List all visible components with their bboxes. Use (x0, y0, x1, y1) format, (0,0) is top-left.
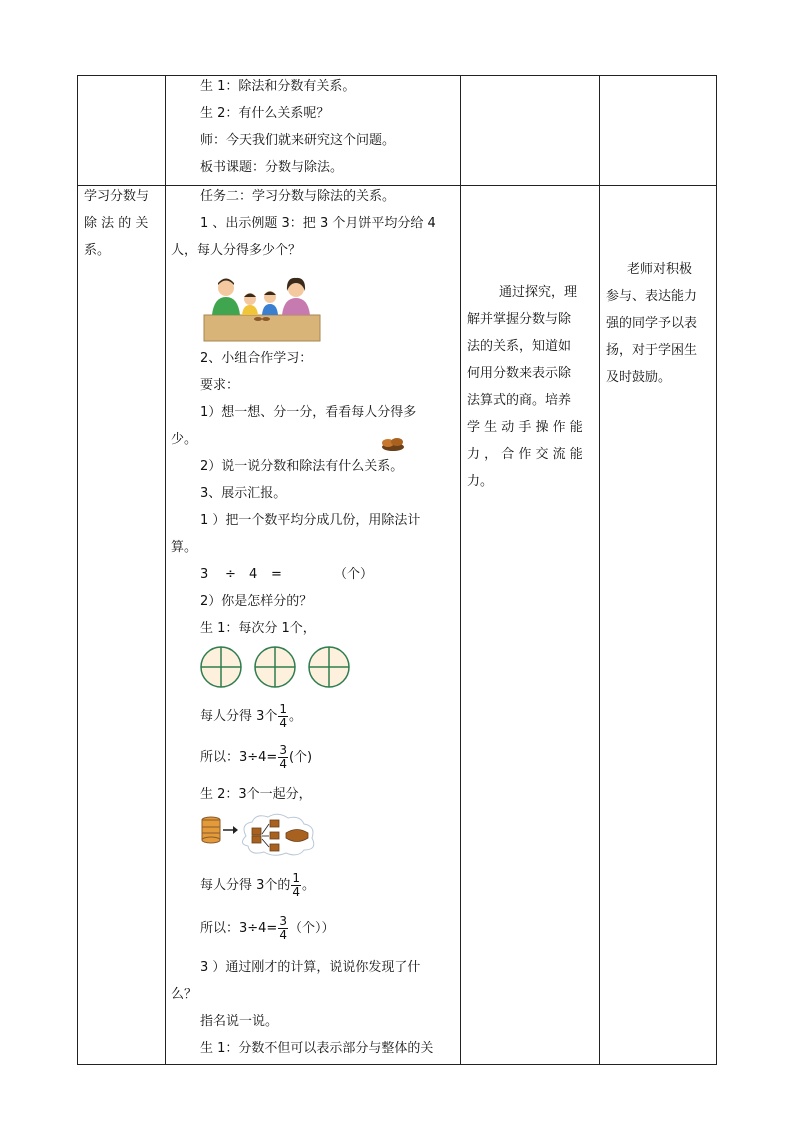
example-line-1: 1 、出示例题 3：把 3 个月饼平均分给 4 (200, 216, 436, 231)
group-title: 2、小组合作学习： (200, 351, 313, 366)
s2-line: 生 2：3个一起分， (200, 787, 312, 802)
equation-3: 3 (200, 567, 209, 582)
col-divider-3 (599, 75, 600, 1065)
intent-line-1: 通过探究，理 (499, 285, 578, 300)
intent-line-2: 解并掌握分数与除 (467, 312, 572, 327)
equation-4: 4 (249, 567, 258, 582)
cloud-icon (242, 814, 313, 855)
eval-line-3: 强的同学予以表 (606, 316, 698, 331)
s2-so-unit: （个）） (288, 921, 335, 936)
s1-so-text: 所以：3÷4= (200, 750, 278, 765)
topic-line-2: 除 法 的 关 (84, 216, 149, 231)
col-divider-1 (165, 75, 166, 1065)
found-line-1: 3 ）通过刚才的计算，说说你发现了什 (200, 960, 421, 975)
quartered-circle-2 (255, 647, 295, 687)
report-title: 3、展示汇报。 (200, 486, 287, 501)
col-divider-2 (460, 75, 461, 1065)
require-title: 要求： (200, 378, 240, 393)
req1-line-2: 少。 (171, 432, 198, 447)
fraction-three-quarters (278, 915, 288, 942)
table-border-top (77, 75, 717, 76)
report1-line-2: 算。 (171, 540, 198, 555)
how-title: 2）你是怎样分的？ (200, 594, 313, 609)
intent-line-7: 力 ， 合 作 交 流 能 (467, 447, 583, 462)
s1-each-text: 每人分得 3个 (200, 709, 278, 724)
s1-each-suffix: 。 (289, 709, 303, 724)
fraction-denominator: 4 (279, 716, 288, 730)
equation-unit: （个） (334, 567, 374, 582)
req2: 2）说一说分数和除法有什么关系。 (200, 459, 404, 474)
fraction-numerator: 1 (279, 702, 288, 716)
arrow-right-icon (223, 826, 238, 834)
mooncake-icon (381, 434, 405, 452)
s2-so-line (200, 912, 334, 946)
equation-divide: ÷ (225, 567, 236, 582)
s1-line: 生 1：每次分 1个， (200, 621, 316, 636)
table-border-right (716, 75, 717, 1065)
topic-line-1: 学习分数与 (84, 189, 150, 204)
table-border-left (77, 75, 78, 1065)
fraction-denominator: 4 (279, 928, 287, 942)
report1-line-1: 1 ）把一个数平均分成几份，用除法计 (200, 513, 421, 528)
equation-equals: = (271, 567, 282, 582)
row-divider (77, 185, 717, 186)
intent-line-6: 学 生 动 手 操 作 能 (467, 420, 583, 435)
req1-line-1: 1）想一想、分一分，看看每人分得多 (200, 405, 417, 420)
s1-so-line (200, 741, 312, 775)
found-line-2: 么？ (171, 987, 198, 1002)
mooncake-split-diagram (200, 812, 324, 858)
row1-line-1: 生 1：除法和分数有关系。 (200, 79, 356, 94)
table-border-bottom (77, 1064, 717, 1065)
topic-line-3: 系。 (84, 243, 111, 258)
fraction-denominator: 4 (279, 757, 287, 771)
quartered-circle-1 (201, 647, 241, 687)
ask-line: 指名说一说。 (200, 1014, 279, 1029)
eval-line-5: 及时鼓励。 (606, 370, 672, 385)
quartered-circle-3 (309, 647, 349, 687)
s2-so-text: 所以：3÷4= (200, 921, 278, 936)
intent-line-3: 法的关系，知道如 (467, 339, 572, 354)
s1-so-unit: (个) (288, 750, 313, 765)
s2-each-line (200, 869, 315, 903)
task-title: 任务二：学习分数与除法的关系。 (200, 189, 396, 204)
fraction-numerator: 3 (279, 914, 287, 928)
s2-each-suffix: 。 (302, 878, 316, 893)
mooncake-stack-icon (202, 817, 220, 843)
fraction-numerator: 1 (292, 871, 301, 885)
intent-line-5: 法算式的商。培养 (467, 393, 572, 408)
fraction-one-quarter (278, 703, 288, 730)
row1-line-4: 板书课题：分数与除法。 (200, 160, 344, 175)
fraction-three-quarters (278, 744, 288, 771)
row1-line-2: 生 2：有什么关系呢？ (200, 106, 330, 121)
fraction-one-quarter (291, 872, 301, 899)
eval-line-4: 扬，对于学困生 (606, 343, 698, 358)
s2-each-text: 每人分得 3个的 (200, 878, 291, 893)
fraction-numerator: 3 (279, 743, 287, 757)
s1-each-line (200, 700, 302, 734)
family-table-illustration (200, 275, 322, 343)
intent-line-4: 何用分数来表示除 (467, 366, 572, 381)
example-line-2: 人，每人分得多少个？ (171, 243, 302, 258)
s1-last-line: 生 1：分数不但可以表示部分与整体的关 (200, 1041, 434, 1056)
quartered-circles (200, 646, 352, 690)
fraction-denominator: 4 (292, 885, 301, 899)
row1-line-3: 师：今天我们就来研究这个问题。 (200, 133, 396, 148)
eval-line-2: 参与、表达能力 (606, 289, 698, 304)
eval-line-1: 老师对积极 (627, 262, 693, 277)
intent-line-8: 力。 (467, 474, 494, 489)
